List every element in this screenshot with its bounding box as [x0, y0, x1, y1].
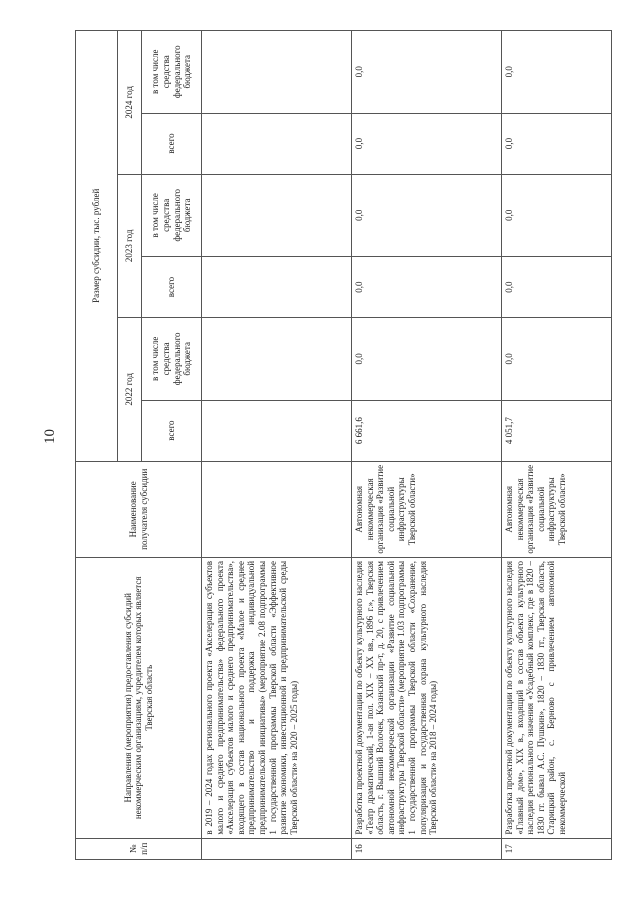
row-direction: Разработка проектной документации по объекту культурного наследия «Главный дом», XIX в., входящий в состав объекта культурного наследия регионального значения «Усадебный комплекс, где в 1820 – 1830 гг. бывал А.С. Пушкин», 1820 – 1830 гг., Тверская область, Старицкий район, с. Берново с привлечением автономной некоммерческой: [502, 557, 612, 838]
value-cell: [202, 318, 352, 400]
value-cell: 0,0: [502, 31, 612, 114]
header-federal: в том числе средства федерального бюджета: [142, 318, 202, 400]
header-total: всего: [142, 113, 202, 174]
subsidy-table: [75, 30, 612, 860]
row-direction: в 2019 – 2024 годах регионального проекта «Акселерация субъектов малого и среднего предпринимательства» федерального проекта «Акселерация субъектов малого и среднего предпринимательства», входящего в состав национального проекта «Малое и среднее предпринимательство и поддержка индивидуальной предпринимательской инициативы» (мероприятие 2.08 подпрограммы 1 государственной программы Тверской области «Эффективное развитие экономики, инвестиционной и предпринимательской среды Тверской области» на 2020 – 2025 годы): [202, 557, 352, 838]
header-federal: в том числе средства федерального бюджета: [142, 174, 202, 256]
header-year-2022: 2022 год: [118, 318, 142, 462]
value-cell: [202, 113, 352, 174]
value-cell: [202, 174, 352, 256]
header-federal: в том числе средства федерального бюджета: [142, 31, 202, 114]
header-year-2023: 2023 год: [118, 174, 142, 318]
value-cell: 0,0: [502, 174, 612, 256]
header-total: всего: [142, 257, 202, 318]
row-num: 16: [352, 838, 502, 859]
table-row: [502, 31, 612, 860]
value-cell: 0,0: [352, 174, 502, 256]
value-cell: 0,0: [352, 318, 502, 400]
rotated-page: [75, 30, 615, 860]
value-cell: [202, 257, 352, 318]
value-cell: 4 051,7: [502, 400, 612, 461]
header-direction: Направления (мероприятия) предоставления субсидий некоммерческим организациям, учредителем которых является Тверская область: [76, 557, 202, 838]
table-row: [202, 31, 352, 860]
value-cell: 0,0: [502, 257, 612, 318]
row-num: 17: [502, 838, 612, 859]
header-total: всего: [142, 400, 202, 461]
value-cell: 0,0: [352, 113, 502, 174]
row-num: [202, 838, 352, 859]
value-cell: 0,0: [352, 257, 502, 318]
value-cell: 0,0: [502, 318, 612, 400]
value-cell: 0,0: [352, 31, 502, 114]
value-cell: [202, 31, 352, 114]
header-recipient: Наименование получателя субсидии: [76, 461, 202, 557]
row-direction: Разработка проектной документации по объекту культурного наследия «Театр драматический, 1-ая пол. XIX – XX вв., 1896 г.», Тверская область, г. Вышний Волочек, Казанский пр-т, д. 20, с привлечением автономной некоммерческой организации «Развитие социальной инфраструктуры Тверской области» (мероприятие 1.03 подпрограммы 1 государственной программы Тверской области «Сохранение, популяризация и государственная охрана культурного наследия Тверской области» на 2018 – 2024 годы): [352, 557, 502, 838]
row-recipient: Автономная некоммерческая организация «Развитие социальной инфраструктуры Тверской области»: [502, 461, 612, 557]
table-row: [352, 31, 502, 860]
page-number: 10: [42, 429, 58, 444]
header-num: № п/п: [76, 838, 202, 859]
row-recipient: [202, 461, 352, 557]
value-cell: [202, 400, 352, 461]
row-recipient: Автономная некоммерческая организация «Развитие социальной инфраструктуры Тверской области»: [352, 461, 502, 557]
value-cell: 6 661,6: [352, 400, 502, 461]
header-year-2024: 2024 год: [118, 31, 142, 175]
header-size: Размер субсидии, тыс. рублей: [76, 31, 118, 462]
value-cell: 0,0: [502, 113, 612, 174]
